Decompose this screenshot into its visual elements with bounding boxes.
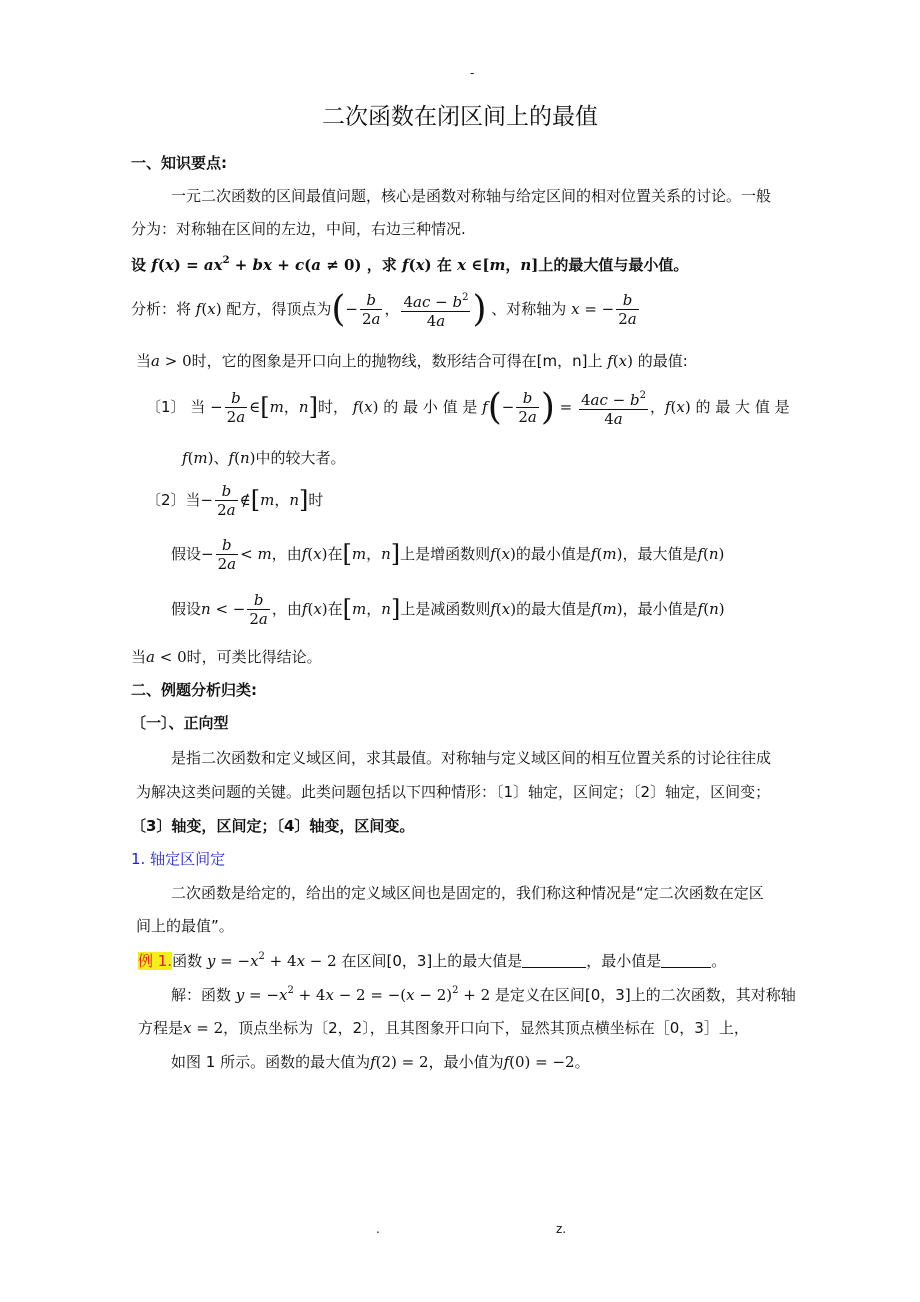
analysis-line: 分析：将 f(x) 配方，得顶点为(− $\frac{b}{2a}$ ， $\frac{4ac - b^2}{4a}$ ) 、对称轴为 x = − $\frac{b}{2a}$ bbox=[131, 289, 637, 331]
case-2-line: 〔2〕当− $\frac{b}{2a}$ ∉[m，n]时 bbox=[146, 482, 324, 519]
footer-right-mark: z. bbox=[556, 1222, 567, 1236]
max-answer-blank[interactable] bbox=[522, 953, 586, 968]
section-2-subheading: 〔一〕、正向型 bbox=[131, 714, 229, 732]
min-answer-blank[interactable] bbox=[661, 953, 711, 968]
header-mark: - bbox=[470, 66, 475, 80]
solution-line-1: 解：函数 $y = -x^2 + 4x - 2 = -(x - 2)^2 + 2$ 是定义在区间[0，3]上的二次函数，其对称轴 bbox=[171, 985, 796, 1004]
solution-line-3: 如图 1 所示。函数的最大值为f(2) = 2，最小值为f(0) = −2。 bbox=[171, 1053, 590, 1071]
paragraph-3-line-2: 间上的最值”。 bbox=[136, 917, 234, 935]
case-a-positive: 当a > 0时，它的图象是开口向上的抛物线，数形结合可得在[m，n]上 f(x) 的最值: bbox=[136, 352, 688, 370]
section-1-heading: 一、知识要点: bbox=[131, 154, 227, 172]
section-2-heading: 二、例题分析归类: bbox=[131, 681, 257, 699]
case-1-line-2: f(m)、f(n)中的较大者。 bbox=[182, 449, 346, 467]
paragraph-3-line-1: 二次函数是给定的，给出的定义域区间也是固定的，我们称这种情况是“定二次函数在定区 bbox=[171, 884, 764, 902]
assumption-1: 假设− $\frac{b}{2a}$ < m，由f(x)在[m，n]上是增函数则f(x)的最小值是f(m)，最大值是f(n) bbox=[171, 536, 725, 573]
paragraph-2-line-3: 〔3〕轴变，区间定；〔4〕轴变，区间变。 bbox=[131, 817, 415, 835]
example-1-label: 例 1. bbox=[138, 952, 173, 970]
footer-left-mark: . bbox=[376, 1222, 380, 1236]
page-title: 二次函数在闭区间上的最值 bbox=[322, 104, 598, 130]
assumption-2: 假设n < − $\frac{b}{2a}$ ，由f(x)在[m，n]上是减函数则f(x)的最大值是f(m)，最小值是f(n) bbox=[171, 591, 725, 628]
case-a-negative: 当a < 0时，可类比得结论。 bbox=[131, 648, 322, 666]
solution-line-2: 方程是x = 2，顶点坐标为〔2，2〕，且其图象开口向下，显然其顶点横坐标在［0，3］上， bbox=[138, 1019, 749, 1037]
paragraph-1-line-1: 一元二次函数的区间最值问题，核心是函数对称轴与给定区间的相对位置关系的讨论。一般 bbox=[171, 187, 772, 205]
example-1: 例 1.函数 $y = -x^2 + 4x - 2$ 在区间[0，3]上的最大值是 ，最小值是 。 bbox=[138, 951, 727, 970]
paragraph-2-line-2: 为解决这类问题的关键。此类问题包括以下四种情形：〔1〕轴定，区间定；〔2〕轴定，区间变； bbox=[136, 783, 771, 801]
paragraph-2-line-1: 是指二次函数和定义域区间，求其最值。对称轴与定义域区间的相互位置关系的讨论往往成 bbox=[171, 749, 772, 767]
problem-setup: 设 $f(x) = ax^2$ + bx + c(a ≠ 0) ，求 f(x) 在 x ∈[m，n]上的最大值与最小值。 bbox=[131, 255, 689, 274]
subsection-1-heading: 1. 轴定区间定 bbox=[131, 850, 226, 868]
case-1-line-1: 〔1〕 当 − $\frac{b}{2a}$ ∈[m，n]时， f(x) 的 最 小 值 是 f(− $\frac{b}{2a}$ ) = $\frac{4ac - b^2}{4a}$ ，f(x) 的 最 大 值 是 bbox=[146, 387, 790, 429]
paragraph-1-line-2: 分为：对称轴在区间的左边，中间，右边三种情况. bbox=[131, 220, 466, 238]
